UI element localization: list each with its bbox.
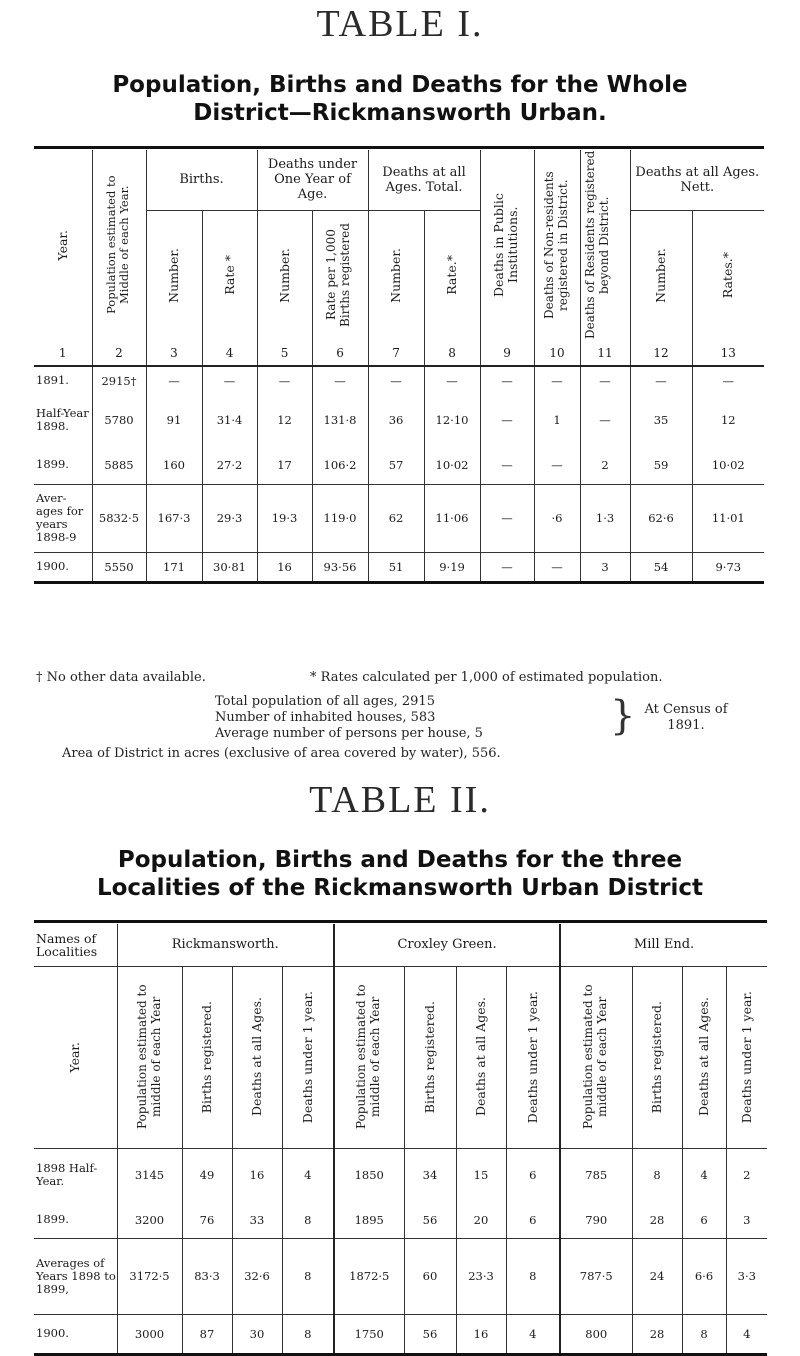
millend-births-header: Births registered. [632, 966, 682, 1148]
table-cell: 106·2 [312, 446, 368, 484]
census-line: Average number of persons per house, 5 [215, 726, 483, 741]
table-cell: 10·02 [424, 446, 480, 484]
table-row [34, 1202, 767, 1238]
row-year: 1900. [34, 552, 92, 582]
table-cell: 8 [282, 1202, 334, 1238]
locality-croxley-green: Croxley Green. [334, 924, 560, 966]
column-number: 4 [202, 340, 257, 366]
table1-heading: TABLE I. [316, 3, 484, 45]
table1-subtitle-line2: District—Rickmansworth Urban. [193, 100, 607, 126]
table-cell: 4 [682, 1148, 726, 1202]
croxley-deaths-under1-header: Deaths under 1 year. [506, 966, 560, 1148]
col-deaths-nett-rate-header: Rates.* [692, 210, 764, 340]
table-cell: — [692, 366, 764, 394]
table-cell: 6 [682, 1202, 726, 1238]
table-cell: 6 [506, 1148, 560, 1202]
table-cell: 27·2 [202, 446, 257, 484]
column-number: 5 [257, 340, 312, 366]
table-cell: 19·3 [257, 484, 312, 552]
table-cell: 62·6 [630, 484, 692, 552]
table-cell: — [580, 366, 630, 394]
table-cell: 54 [630, 552, 692, 582]
table-cell: — [368, 366, 424, 394]
table-cell: — [534, 446, 580, 484]
column-number: 1 [58, 345, 67, 360]
table-cell: 8 [682, 1314, 726, 1354]
table-cell: 12 [692, 394, 764, 446]
table-cell: 5550 [92, 552, 146, 582]
table2-subtitle-line1: Population, Births and Deaths for the three [117, 847, 683, 873]
table-cell: — [480, 446, 534, 484]
table-row [34, 552, 764, 582]
table-cell: 11·06 [424, 484, 480, 552]
table-cell: 32·6 [232, 1238, 282, 1314]
table-row [34, 446, 764, 484]
table-cell: — [480, 366, 534, 394]
column-number: 8 [424, 340, 480, 366]
row-year: Half-Year 1898. [36, 406, 89, 433]
row-year: 1899. [36, 1212, 69, 1227]
table-cell: 3 [580, 552, 630, 582]
table-cell: 6 [506, 1202, 560, 1238]
table-cell: 9·19 [424, 552, 480, 582]
row-year: 1899. [36, 457, 69, 472]
table-cell: 3 [726, 1202, 767, 1238]
table1-subtitle-line1: Population, Births and Deaths for the Whole [112, 72, 688, 98]
table-cell: 3·3 [726, 1238, 767, 1314]
table-cell: 3200 [117, 1202, 182, 1238]
col-infant-deaths-rate-header: Rate per 1,000 Births registered [312, 210, 368, 340]
table-cell: 59 [630, 446, 692, 484]
millend-deaths-under1-header: Deaths under 1 year. [726, 966, 767, 1148]
table-cell: 11·01 [692, 484, 764, 552]
census-label: At Census of 1891. [644, 702, 728, 733]
table-cell: 1895 [334, 1202, 404, 1238]
column-number-row [34, 340, 764, 366]
table-cell: — [312, 366, 368, 394]
millend-deaths-all-header: Deaths at all Ages. [682, 966, 726, 1148]
table-cell: 56 [404, 1314, 456, 1354]
table-row [34, 1148, 767, 1202]
table-cell: 8 [282, 1238, 334, 1314]
rick-deaths-all-header: Deaths at all Ages. [232, 966, 282, 1148]
deaths-under-one-group-header: Deaths under One Year of Age. [257, 150, 368, 210]
table-cell: — [146, 366, 202, 394]
table-cell: 5885 [92, 446, 146, 484]
localities-corner-label: Names of Localities [34, 924, 117, 966]
column-number: 6 [312, 340, 368, 366]
census-brace: } [610, 693, 636, 739]
table-cell: 2915† [92, 366, 146, 394]
area-note: Area of District in acres (exclusive of area covered by water), 556. [62, 746, 501, 761]
row-year: Averages of Years 1898 to 1899, [34, 1238, 117, 1314]
row-year: 1898 Half-Year. [34, 1148, 117, 1202]
table2-top-rule [34, 920, 767, 923]
table-cell: — [580, 394, 630, 446]
table-cell: 4 [726, 1314, 767, 1354]
table-row [34, 394, 764, 446]
col-infant-deaths-number-header: Number. [257, 210, 312, 340]
table-cell: 76 [182, 1202, 232, 1238]
table-cell: — [480, 394, 534, 446]
col-births-number-header: Number. [146, 210, 202, 340]
table2 [34, 924, 767, 1356]
croxley-deaths-all-header: Deaths at all Ages. [456, 966, 506, 1148]
row-year: Aver-ages for years 1898-9 [34, 484, 92, 552]
table2-heading: TABLE II. [309, 779, 491, 821]
table-cell: 5780 [92, 394, 146, 446]
table-cell: 160 [146, 446, 202, 484]
deaths-nett-group-header: Deaths at all Ages. Nett. [630, 150, 764, 210]
footnote-rates: * Rates calculated per 1,000 of estimated population. [310, 670, 663, 685]
footnote-no-data: † No other data available. [36, 670, 206, 685]
column-number: 2 [92, 340, 146, 366]
table1 [34, 150, 764, 584]
table-cell: 6·6 [682, 1238, 726, 1314]
births-group-header: Births. [146, 150, 257, 210]
table-cell: 1 [534, 394, 580, 446]
table-cell: 83·3 [182, 1238, 232, 1314]
table-cell: 30·81 [202, 552, 257, 582]
table-cell: 10·02 [692, 446, 764, 484]
column-number: 7 [368, 340, 424, 366]
column-number: 9 [480, 340, 534, 366]
col-year-header: Year. [54, 229, 70, 261]
table-cell: 16 [456, 1314, 506, 1354]
table-cell: 790 [560, 1202, 632, 1238]
row-year: 1900. [34, 1314, 117, 1354]
table-cell: 36 [368, 394, 424, 446]
column-number: 11 [580, 340, 630, 366]
table-cell: 16 [257, 552, 312, 582]
table-row [34, 1238, 767, 1314]
table-cell: — [534, 366, 580, 394]
croxley-births-header: Births registered. [404, 966, 456, 1148]
col-deaths-total-rate-header: Rate.* [424, 210, 480, 340]
table-cell: 87 [182, 1314, 232, 1354]
table1-top-rule [34, 146, 764, 149]
col-residents-beyond-header: Deaths of Residents registered beyond District. [580, 150, 630, 340]
table-cell: 30 [232, 1314, 282, 1354]
table-cell: 91 [146, 394, 202, 446]
col-non-residents-header: Deaths of Non-residents registered in District. [534, 150, 580, 340]
table-cell: 17 [257, 446, 312, 484]
locality-rickmansworth: Rickmansworth. [117, 924, 334, 966]
table-cell: 2 [726, 1148, 767, 1202]
table-cell: 62 [368, 484, 424, 552]
col-deaths-nett-number-header: Number. [630, 210, 692, 340]
deaths-total-group-header: Deaths at all Ages. Total. [368, 150, 480, 210]
table-cell: 3172·5 [117, 1238, 182, 1314]
table-cell: 51 [368, 552, 424, 582]
table-cell: 4 [506, 1314, 560, 1354]
table-cell: 20 [456, 1202, 506, 1238]
table-cell: ·6 [534, 484, 580, 552]
table-cell: 167·3 [146, 484, 202, 552]
column-number: 10 [534, 340, 580, 366]
table-cell: 24 [632, 1238, 682, 1314]
table-cell: 3145 [117, 1148, 182, 1202]
col-public-institutions-header: Deaths in Public Institutions. [480, 150, 534, 340]
table-cell: 1872·5 [334, 1238, 404, 1314]
table-cell: — [630, 366, 692, 394]
table-cell: 1850 [334, 1148, 404, 1202]
table-cell: — [202, 366, 257, 394]
table-cell: 2 [580, 446, 630, 484]
table-cell: 28 [632, 1202, 682, 1238]
table-cell: 35 [630, 394, 692, 446]
table-cell: 16 [232, 1148, 282, 1202]
table2-subtitle-line2: Localities of the Rickmansworth Urban District [96, 875, 704, 901]
table-cell: 8 [282, 1314, 334, 1354]
table-cell: 131·8 [312, 394, 368, 446]
table-cell: 28 [632, 1314, 682, 1354]
table-cell: 12 [257, 394, 312, 446]
table-cell: 56 [404, 1202, 456, 1238]
column-number: 12 [630, 340, 692, 366]
table-cell: 29·3 [202, 484, 257, 552]
table-cell: 60 [404, 1238, 456, 1314]
census-line: Number of inhabited houses, 583 [215, 710, 436, 725]
table-cell: 9·73 [692, 552, 764, 582]
row-year: 1891. [34, 366, 92, 394]
table-cell: 12·10 [424, 394, 480, 446]
table-cell: — [480, 484, 534, 552]
table-cell: 171 [146, 552, 202, 582]
table-row [34, 484, 764, 552]
croxley-population-header: Population estimated to middle of each Year [334, 966, 404, 1148]
table-cell: 8 [506, 1238, 560, 1314]
rick-population-header: Population estimated to middle of each Year [117, 966, 182, 1148]
census-block [215, 694, 483, 742]
table-cell: 1·3 [580, 484, 630, 552]
rick-deaths-under1-header: Deaths under 1 year. [282, 966, 334, 1148]
column-number: 3 [146, 340, 202, 366]
census-line: Total population of all ages, 2915 [215, 694, 435, 709]
table-cell: — [534, 552, 580, 582]
column-number: 13 [692, 340, 764, 366]
table-cell: 3000 [117, 1314, 182, 1354]
table-cell: 49 [182, 1148, 232, 1202]
table-cell: — [424, 366, 480, 394]
table-row [34, 366, 764, 394]
table-cell: 57 [368, 446, 424, 484]
table-cell: 785 [560, 1148, 632, 1202]
table-cell: 33 [232, 1202, 282, 1238]
table-cell: 34 [404, 1148, 456, 1202]
table-row [34, 1314, 767, 1354]
rick-births-header: Births registered. [182, 966, 232, 1148]
table-cell: 5832·5 [92, 484, 146, 552]
table-cell: 8 [632, 1148, 682, 1202]
table-cell: 31·4 [202, 394, 257, 446]
table-cell: — [480, 552, 534, 582]
table-cell: 1750 [334, 1314, 404, 1354]
table-cell: 787·5 [560, 1238, 632, 1314]
col-deaths-total-number-header: Number. [368, 210, 424, 340]
table-cell: 93·56 [312, 552, 368, 582]
locality-mill-end: Mill End. [560, 924, 767, 966]
table2-year-header: Year. [67, 1041, 83, 1073]
table-cell: — [257, 366, 312, 394]
millend-population-header: Population estimated to middle of each Year [560, 966, 632, 1148]
col-population-header: Population estimated to Middle of each Year. [92, 150, 146, 340]
table-cell: 4 [282, 1148, 334, 1202]
table-cell: 23·3 [456, 1238, 506, 1314]
table-cell: 800 [560, 1314, 632, 1354]
table-cell: 119·0 [312, 484, 368, 552]
table-cell: 15 [456, 1148, 506, 1202]
col-births-rate-header: Rate * [202, 210, 257, 340]
